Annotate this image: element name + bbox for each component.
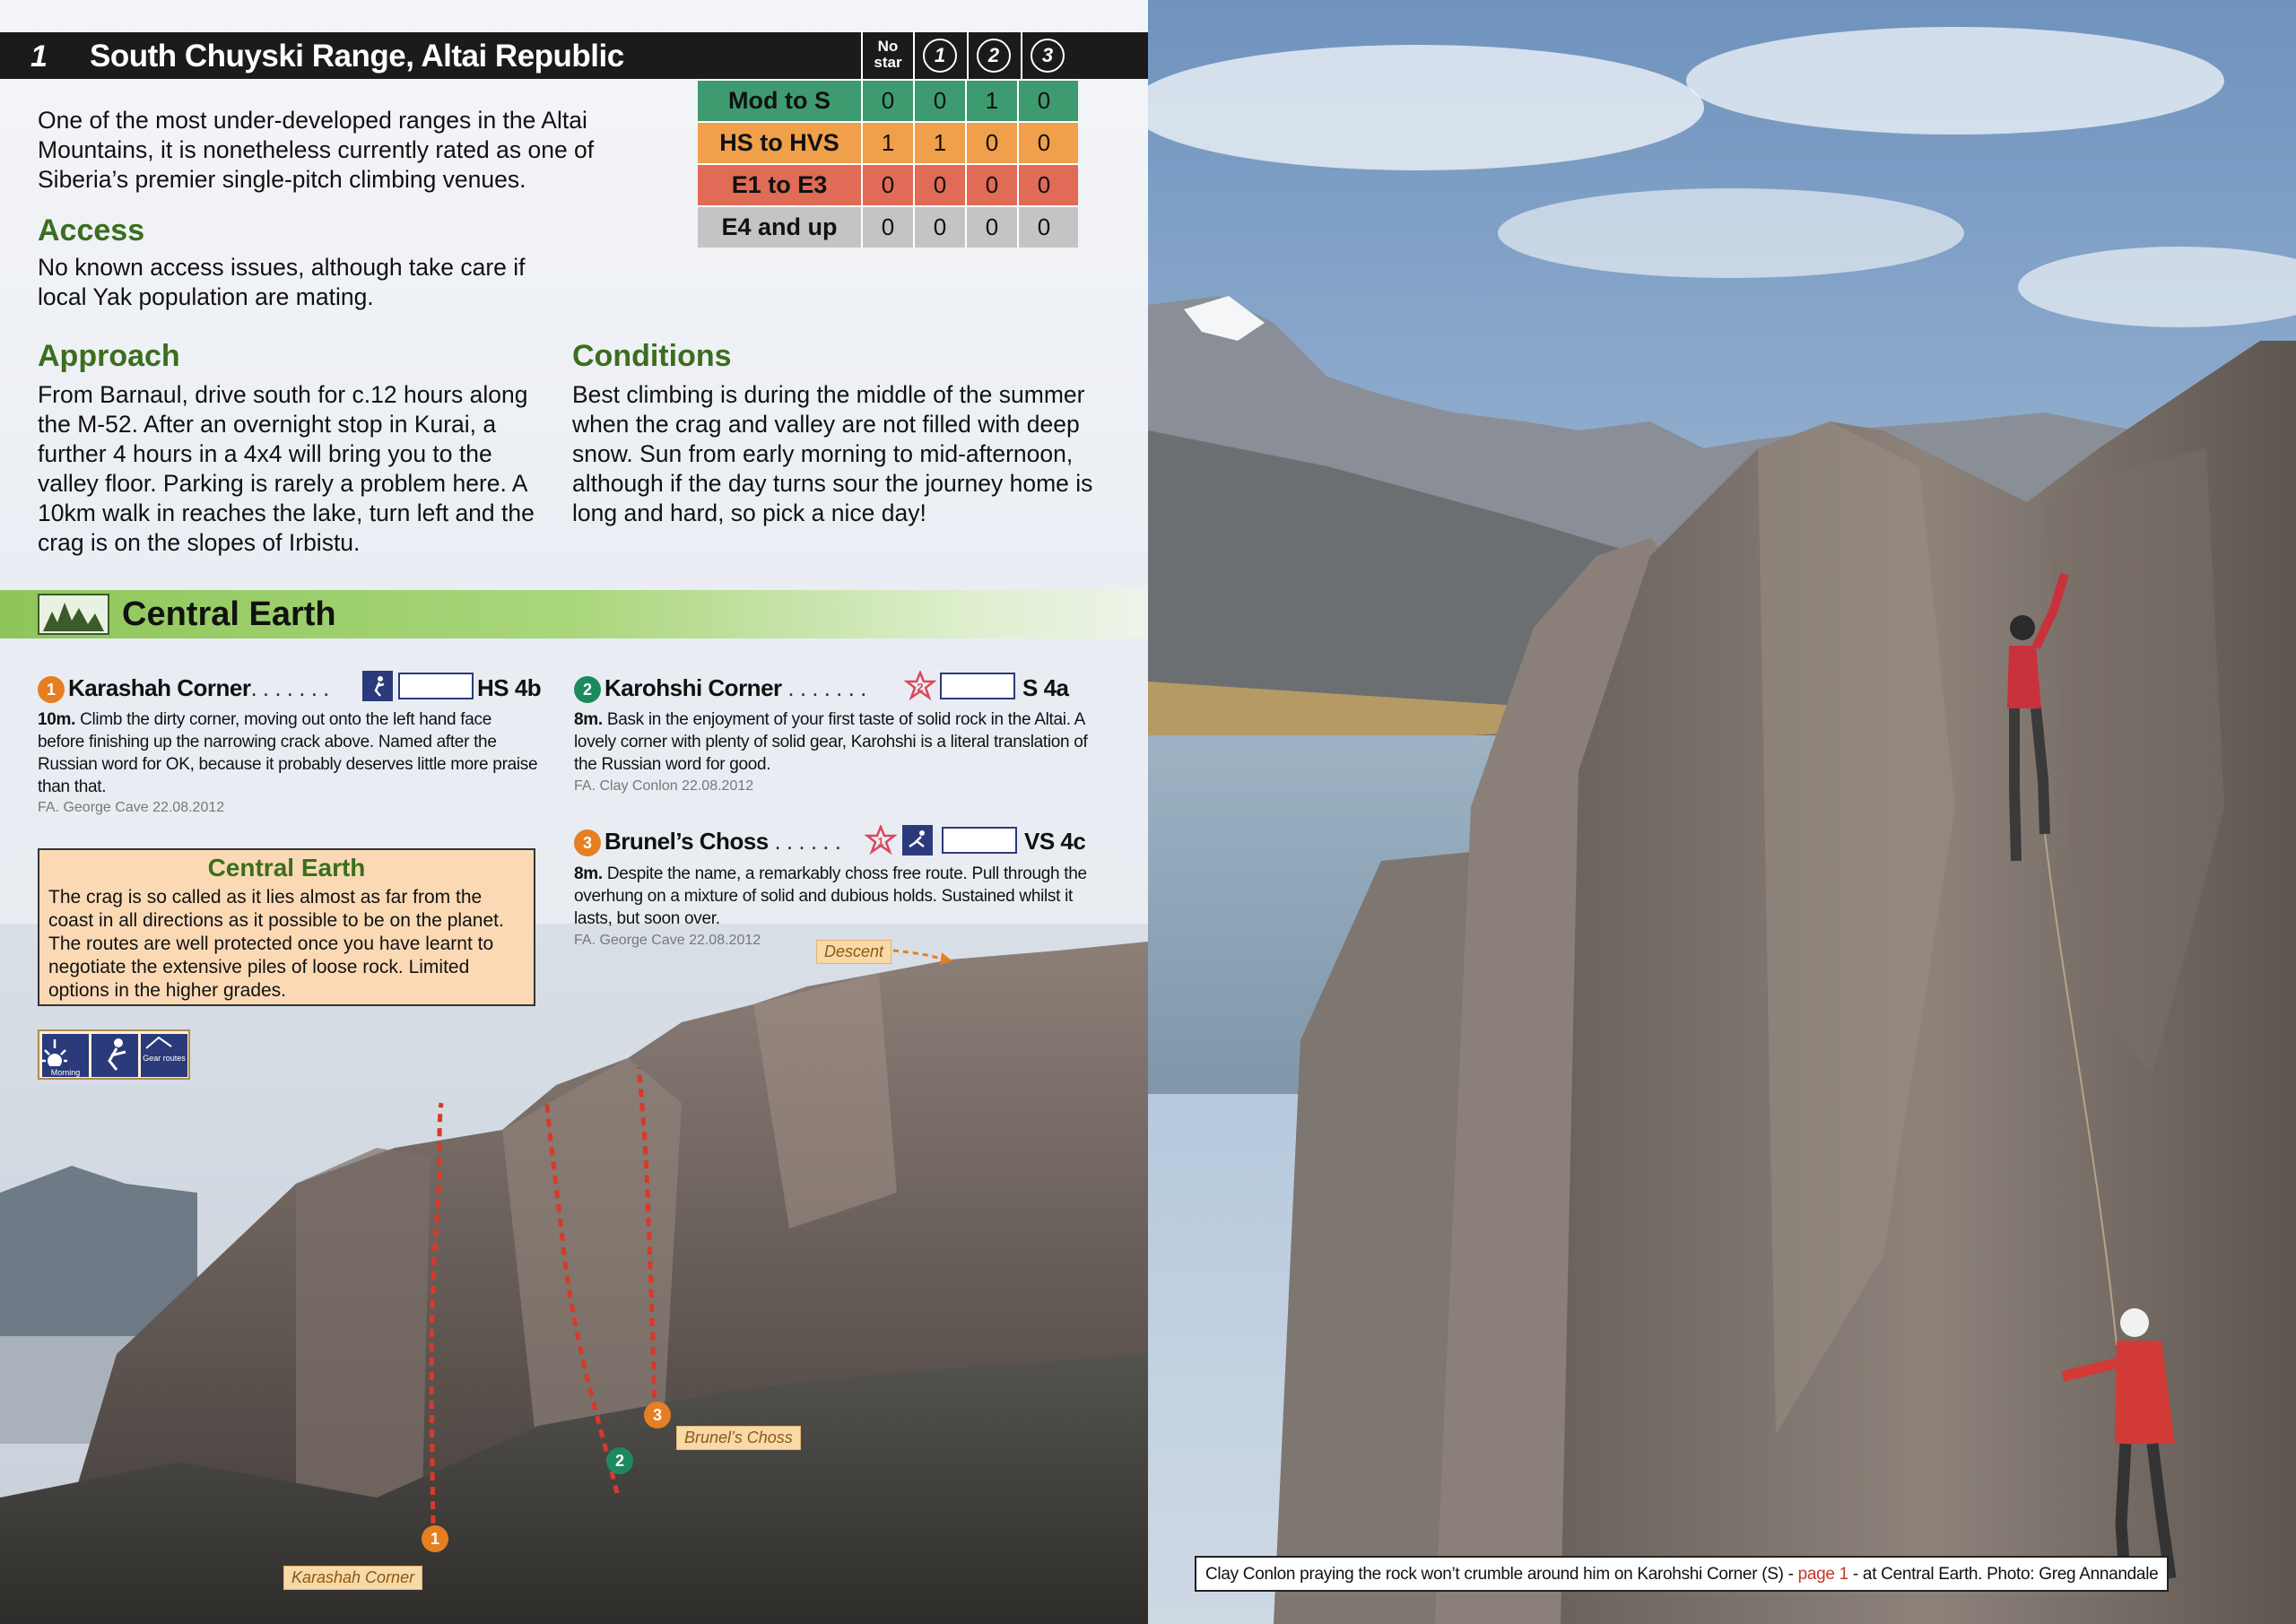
route-3-tick-box[interactable] — [942, 827, 1017, 854]
grade-row — [698, 163, 1078, 205]
grade-count: 0 — [1017, 165, 1069, 205]
grade-label: E1 to E3 — [731, 171, 828, 198]
grade-count: 1 — [913, 123, 965, 163]
grade-count: 0 — [965, 165, 1017, 205]
morning-sun-icon: Morning — [42, 1034, 89, 1077]
star-1-icon: 1 — [923, 39, 957, 73]
route-2-tick-box[interactable] — [940, 673, 1015, 699]
route-2-star-icon — [904, 671, 936, 703]
header-bar — [0, 32, 1148, 79]
access-text: No known access issues, although take care if local Yak population are mating. — [38, 254, 526, 310]
grade-count: 0 — [913, 165, 965, 205]
caption-page-link[interactable]: page 1 — [1797, 1565, 1848, 1584]
grade-count: 0 — [913, 207, 965, 248]
route-2-grade: S 4a — [1022, 674, 1069, 701]
photo-route-2-marker: 2 — [606, 1447, 633, 1474]
page-title: South Chuyski Range, Altai Republic — [90, 39, 624, 74]
brunels-choss-label: Brunel’s Choss — [676, 1426, 801, 1450]
route-1-description: 10m. Climb the dirty corner, moving out onto the left hand face before finishing up the narrowing crack above. Named after the Russian word for OK, because it probably deserves little more praise than that. — [38, 710, 538, 796]
right-page — [1148, 0, 2296, 1624]
grade-count: 0 — [861, 207, 913, 248]
star-2-icon: 2 — [977, 39, 1011, 73]
svg-text:1: 1 — [877, 835, 884, 848]
intro-text: One of the most under-developed ranges in the Altai Mountains, it is nonetheless currently rated as one of Siberia’s premier single-pitch climbing venues. — [38, 107, 595, 193]
page-number: 1 — [30, 39, 48, 74]
approach-text: From Barnaul, drive south for c.12 hours along the M-52. After an overnight stop in Kurai, a further 4 hours in a 4x4 will bring you to the valley floor. Parking is rarely a problem here. A 10km walk in reaches the lake, turn left and the crag is on the slopes of Irbistu. — [38, 381, 535, 556]
grade-table — [698, 79, 1078, 248]
grade-count: 1 — [861, 123, 913, 163]
grade-label: E4 and up — [721, 213, 838, 240]
route-2-number-icon: 2 — [574, 676, 601, 703]
grade-row — [698, 205, 1078, 248]
route-3-star-icon — [865, 825, 897, 857]
route-2-first-ascent: FA. Clay Conlon 22.08.2012 — [574, 778, 754, 794]
grade-row — [698, 121, 1078, 163]
photo-route-1-marker: 1 — [422, 1525, 448, 1552]
descent-label: Descent — [816, 940, 891, 964]
info-box-title: Central Earth — [207, 854, 366, 881]
crag-info-box — [38, 848, 535, 1006]
approach-heading: Approach — [38, 339, 180, 373]
three-star-header — [1021, 32, 1073, 79]
crag-legend-icons — [38, 1029, 190, 1080]
star-3-icon: 3 — [1031, 39, 1065, 73]
grade-count: 0 — [1017, 207, 1069, 248]
karashah-corner-label: Karashah Corner — [283, 1566, 422, 1590]
crag-mountain-icon — [38, 594, 109, 635]
route-1-grade: HS 4b — [477, 674, 542, 701]
two-star-header — [967, 32, 1019, 79]
one-star-header — [913, 32, 965, 79]
route-1-climber-icon — [362, 671, 393, 701]
route-2-description: 8m. Bask in the enjoyment of your first taste of solid rock in the Altai. A lovely corner with plenty of solid gear, Karohshi is a literal translation of the Russian word for good. — [574, 710, 1088, 774]
route-2-name: Karohshi Corner . . . . . . . — [604, 674, 866, 701]
photo-caption: Clay Conlon praying the rock won’t crumble around him on Karohshi Corner (S) - page 1 - at Central Earth. Photo: Greg Annandale — [1195, 1556, 2169, 1592]
descent-arrow-icon — [891, 945, 954, 968]
climber-photo — [1148, 0, 2296, 1624]
grade-count: 0 — [861, 81, 913, 121]
svg-text:2: 2 — [917, 681, 924, 694]
route-3-name: Brunel’s Choss . . . . . . — [604, 828, 841, 855]
grade-row — [698, 79, 1078, 121]
grade-count: 0 — [965, 207, 1017, 248]
crag-title: Central Earth — [122, 595, 336, 633]
grade-count: 0 — [1017, 123, 1069, 163]
route-1-first-ascent: FA. George Cave 22.08.2012 — [38, 800, 225, 815]
conditions-heading: Conditions — [572, 339, 732, 373]
info-box-text: The crag is so called as it lies almost as far from the coast in all directions as it possible to be on the planet. The routes are well protected once you have learnt to negotiate the extensive piles of loose rock. Limited options in the higher grades. — [48, 887, 504, 1001]
grade-count: 0 — [861, 165, 913, 205]
grade-count: 0 — [1017, 81, 1069, 121]
grade-count: 0 — [965, 123, 1017, 163]
photo-route-3-marker: 3 — [644, 1402, 671, 1429]
gear-routes-icon: Gear routes — [141, 1034, 187, 1077]
no-star-header: No star — [861, 32, 913, 79]
grade-count: 1 — [965, 81, 1017, 121]
route-3-number-icon: 3 — [574, 829, 601, 856]
route-1-number-icon: 1 — [38, 676, 65, 703]
route-1-tick-box[interactable] — [398, 673, 474, 699]
access-heading: Access — [38, 213, 145, 248]
route-1-name: Karashah Corner. . . . . . . — [68, 674, 329, 701]
route-3-first-ascent: FA. George Cave 22.08.2012 — [574, 933, 761, 948]
route-3-description: 8m. Despite the name, a remarkably choss free route. Pull through the overhung on a mixture of solid and dubious holds. Sustained whilst it lasts, but soon over. — [574, 864, 1087, 928]
route-3-climber-icon — [902, 825, 933, 855]
grade-count: 0 — [913, 81, 965, 121]
crag-band — [0, 590, 1148, 638]
conditions-text: Best climbing is during the middle of the summer when the crag and valley are not filled with deep snow. Sun from early morning to mid-afternoon, although if the day turns sour the journey home is long and hard, so pick a nice day! — [572, 381, 1093, 526]
grade-label: HS to HVS — [719, 129, 839, 156]
climber-icon — [91, 1034, 138, 1077]
grade-label: Mod to S — [728, 87, 831, 114]
route-3-grade: VS 4c — [1024, 828, 1086, 855]
